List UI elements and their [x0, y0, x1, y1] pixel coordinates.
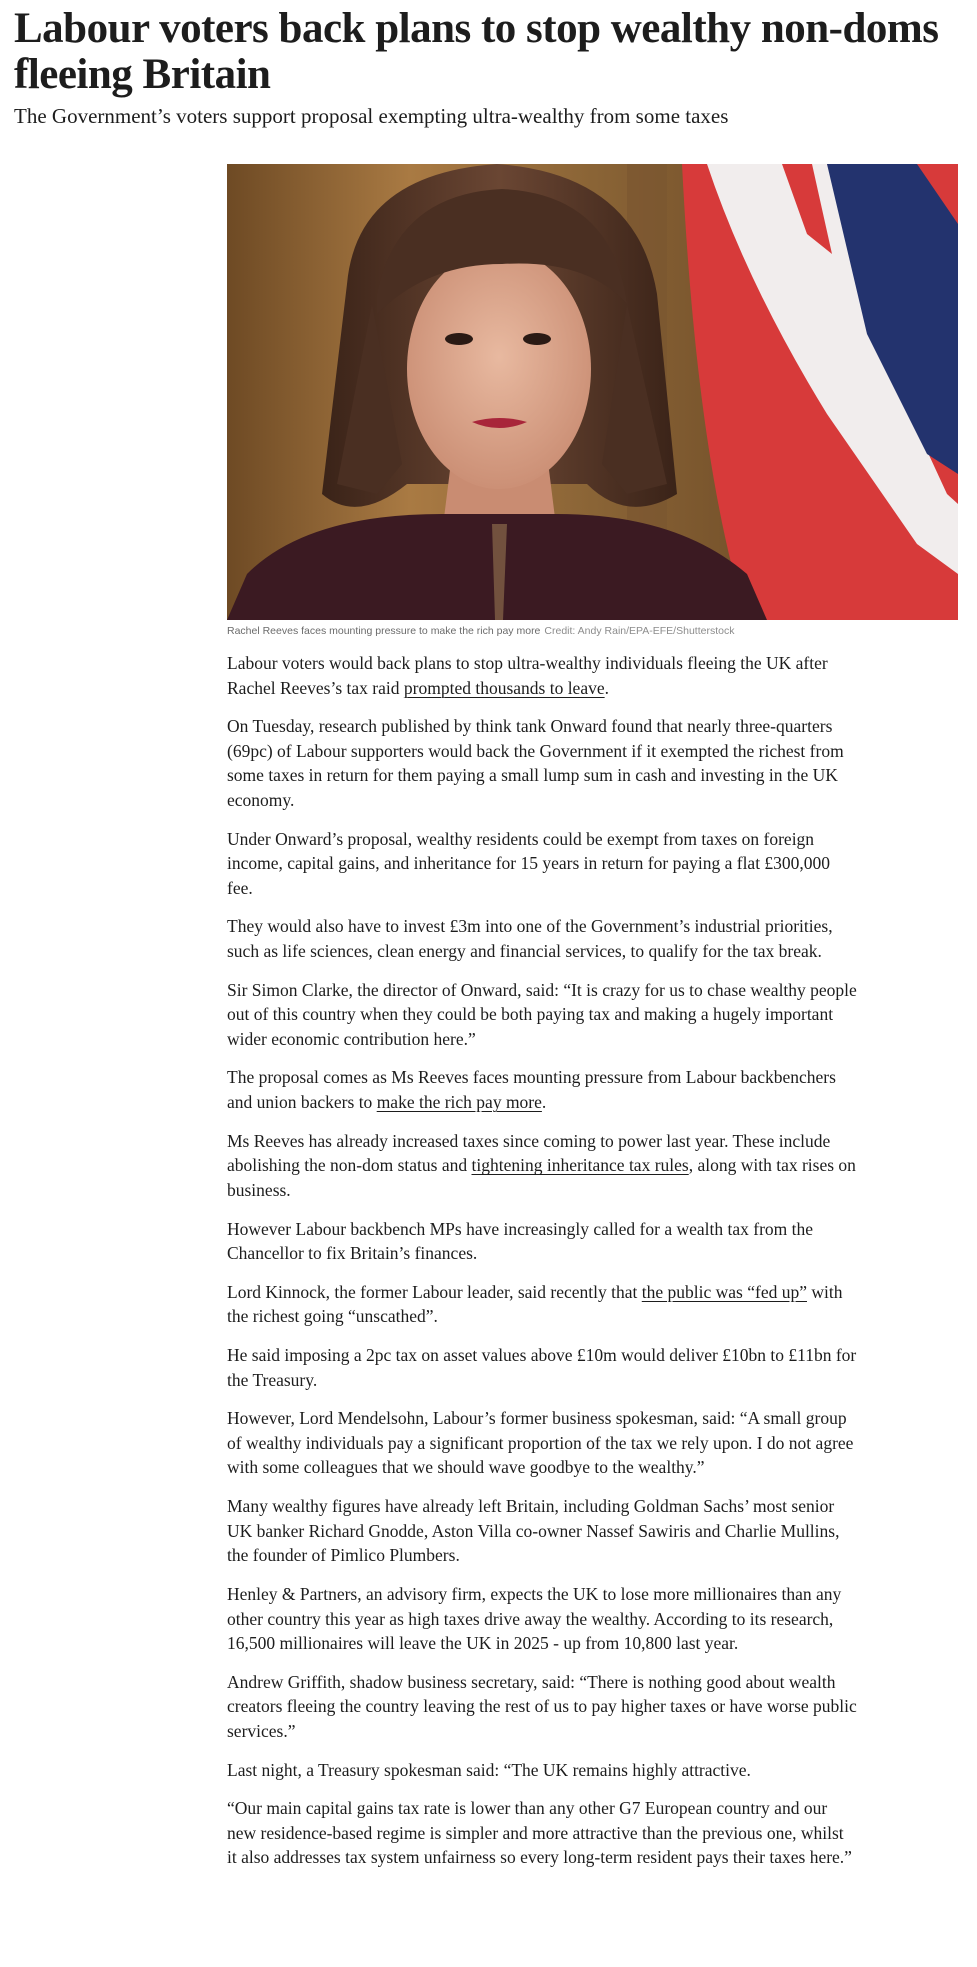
link-make-the-rich-pay-more[interactable]: make the rich pay more — [376, 1091, 542, 1112]
paragraph-12: Many wealthy figures have already left Britain, including Goldman Sachs’ most senior UK banker Richard Gnodde, Aston Villa co-owner Nassef Sawiris and Charlie Mullins, the founder of Pimlico Plumbers. — [227, 1496, 840, 1566]
paragraph-16: “Our main capital gains tax rate is lower than any other G7 European country and our new residence-based regime is simpler and more attractive than the previous one, whilst it also addresses tax system unfairness so every long-term resident pays their taxes here.” — [227, 1798, 852, 1868]
paragraph-5: Sir Simon Clarke, the director of Onward, said: “It is crazy for us to chase wealthy people out of this country when they could be both paying tax and making a hugely important wider economic contribution here.” — [227, 979, 857, 1049]
paragraph-8: However Labour backbench MPs have increasingly called for a wealth tax from the Chancellor to fix Britain’s finances. — [227, 1218, 814, 1264]
link-tightening-inheritance-tax-rules[interactable]: tightening inheritance tax rules — [471, 1155, 689, 1176]
paragraph-4: They would also have to invest £3m into one of the Government’s industrial priorities, such as life sciences, clean energy and financial services, to qualify for the tax break. — [227, 916, 833, 961]
article-body — [227, 651, 857, 1884]
paragraph-6: The proposal comes as Ms Reeves faces mounting pressure from Labour backbenchers and union backers to make the rich pay more. — [227, 1067, 836, 1112]
image-caption — [227, 624, 958, 638]
image-credit: Credit: Andy Rain/EPA-EFE/Shutterstock — [544, 625, 735, 637]
paragraph-3: Under Onward’s proposal, wealthy residents could be exempt from taxes on foreign income, capital gains, and inheritance for 15 years in return for paying a flat £300,000 fee. — [227, 828, 831, 898]
link-prompted-thousands-to-leave[interactable]: prompted thousands to leave — [403, 677, 605, 698]
paragraph-13: Henley & Partners, an advisory firm, expects the UK to lose more millionaires than any other country this year as high taxes drive away the wealthy. According to its research, 16,500 millionaires will leave the UK in 2025 - up from 10,800 last year. — [227, 1584, 842, 1654]
article-headline: Labour voters back plans to stop wealthy non-doms fleeing Britain — [14, 5, 939, 98]
lead-image-figure — [227, 164, 958, 638]
paragraph-11: However, Lord Mendelsohn, Labour’s former business spokesman, said: “A small group of wealthy individuals pay a significant proportion of the tax we rely upon. I do not agree with some colleagues that we should wave goodbye to the wealthy.” — [227, 1408, 854, 1478]
paragraph-1: Labour voters would back plans to stop ultra-wealthy individuals fleeing the UK after Rachel Reeves’s tax raid prompted thousands to leave. — [227, 653, 828, 698]
portrait-illustration — [227, 164, 958, 620]
paragraph-7: Ms Reeves has already increased taxes since coming to power last year. These include abolishing the non-dom status and tightening inheritance tax rules, along with tax rises on business. — [227, 1130, 856, 1200]
paragraph-15: Last night, a Treasury spokesman said: “The UK remains highly attractive. — [227, 1759, 751, 1780]
paragraph-9: Lord Kinnock, the former Labour leader, said recently that the public was “fed up” with the richest going “unscathed”. — [227, 1281, 843, 1327]
paragraph-14: Andrew Griffith, shadow business secretary, said: “There is nothing good about wealth creators fleeing the country leaving the rest of us to pay higher taxes or have worse public services.” — [227, 1671, 857, 1741]
article-standfirst: The Government’s voters support proposal exempting ultra-wealthy from some taxes — [14, 104, 729, 128]
link-public-was-fed-up[interactable]: the public was “fed up” — [641, 1281, 807, 1302]
paragraph-10: He said imposing a 2pc tax on asset values above £10m would deliver £10bn to £11bn for the Treasury. — [227, 1345, 857, 1390]
caption-text: Rachel Reeves faces mounting pressure to make the rich pay more — [227, 625, 541, 637]
paragraph-2: On Tuesday, research published by think tank Onward found that nearly three-quarters (69pc) of Labour supporters would back the Government if it exempted the richest from some taxes in return for them paying a small lump sum in cash and investing in the UK economy. — [227, 716, 844, 810]
lead-photo — [227, 164, 958, 620]
